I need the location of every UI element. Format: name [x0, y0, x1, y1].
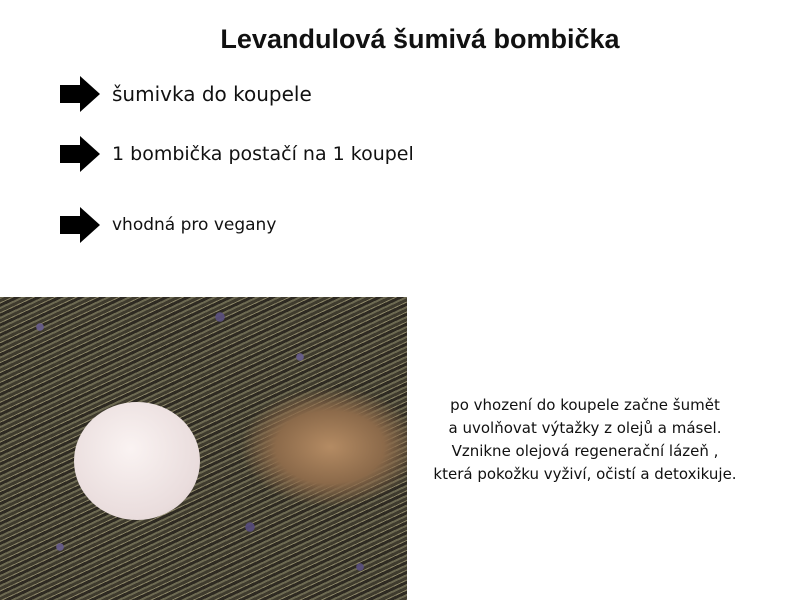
description-line: Vznikne olejová regenerační lázeň , [451, 442, 719, 460]
bath-bomb [74, 402, 200, 520]
lavender-flowers [0, 297, 407, 600]
page-title: Levandulová šumivá bombička [220, 24, 620, 54]
bullet-text: vhodná pro vegany [112, 215, 277, 235]
bullet-item [60, 136, 414, 172]
bullet-text: 1 bombička postačí na 1 koupel [112, 143, 414, 165]
lavender-bath-bomb-photo [0, 297, 407, 600]
product-description [415, 394, 755, 486]
bullet-text: šumivka do koupele [112, 82, 312, 106]
description-line: po vhození do koupele začne šumět [450, 396, 720, 414]
arrow-right-icon [60, 136, 100, 172]
bullet-item [60, 207, 276, 243]
arrow-right-icon [60, 76, 100, 112]
bullet-item [60, 76, 312, 112]
description-line: a uvolňovat výtažky z olejů a másel. [448, 419, 722, 437]
arrow-right-icon [60, 207, 100, 243]
description-line: která pokožku vyživí, očistí a detoxikuje. [433, 465, 737, 483]
